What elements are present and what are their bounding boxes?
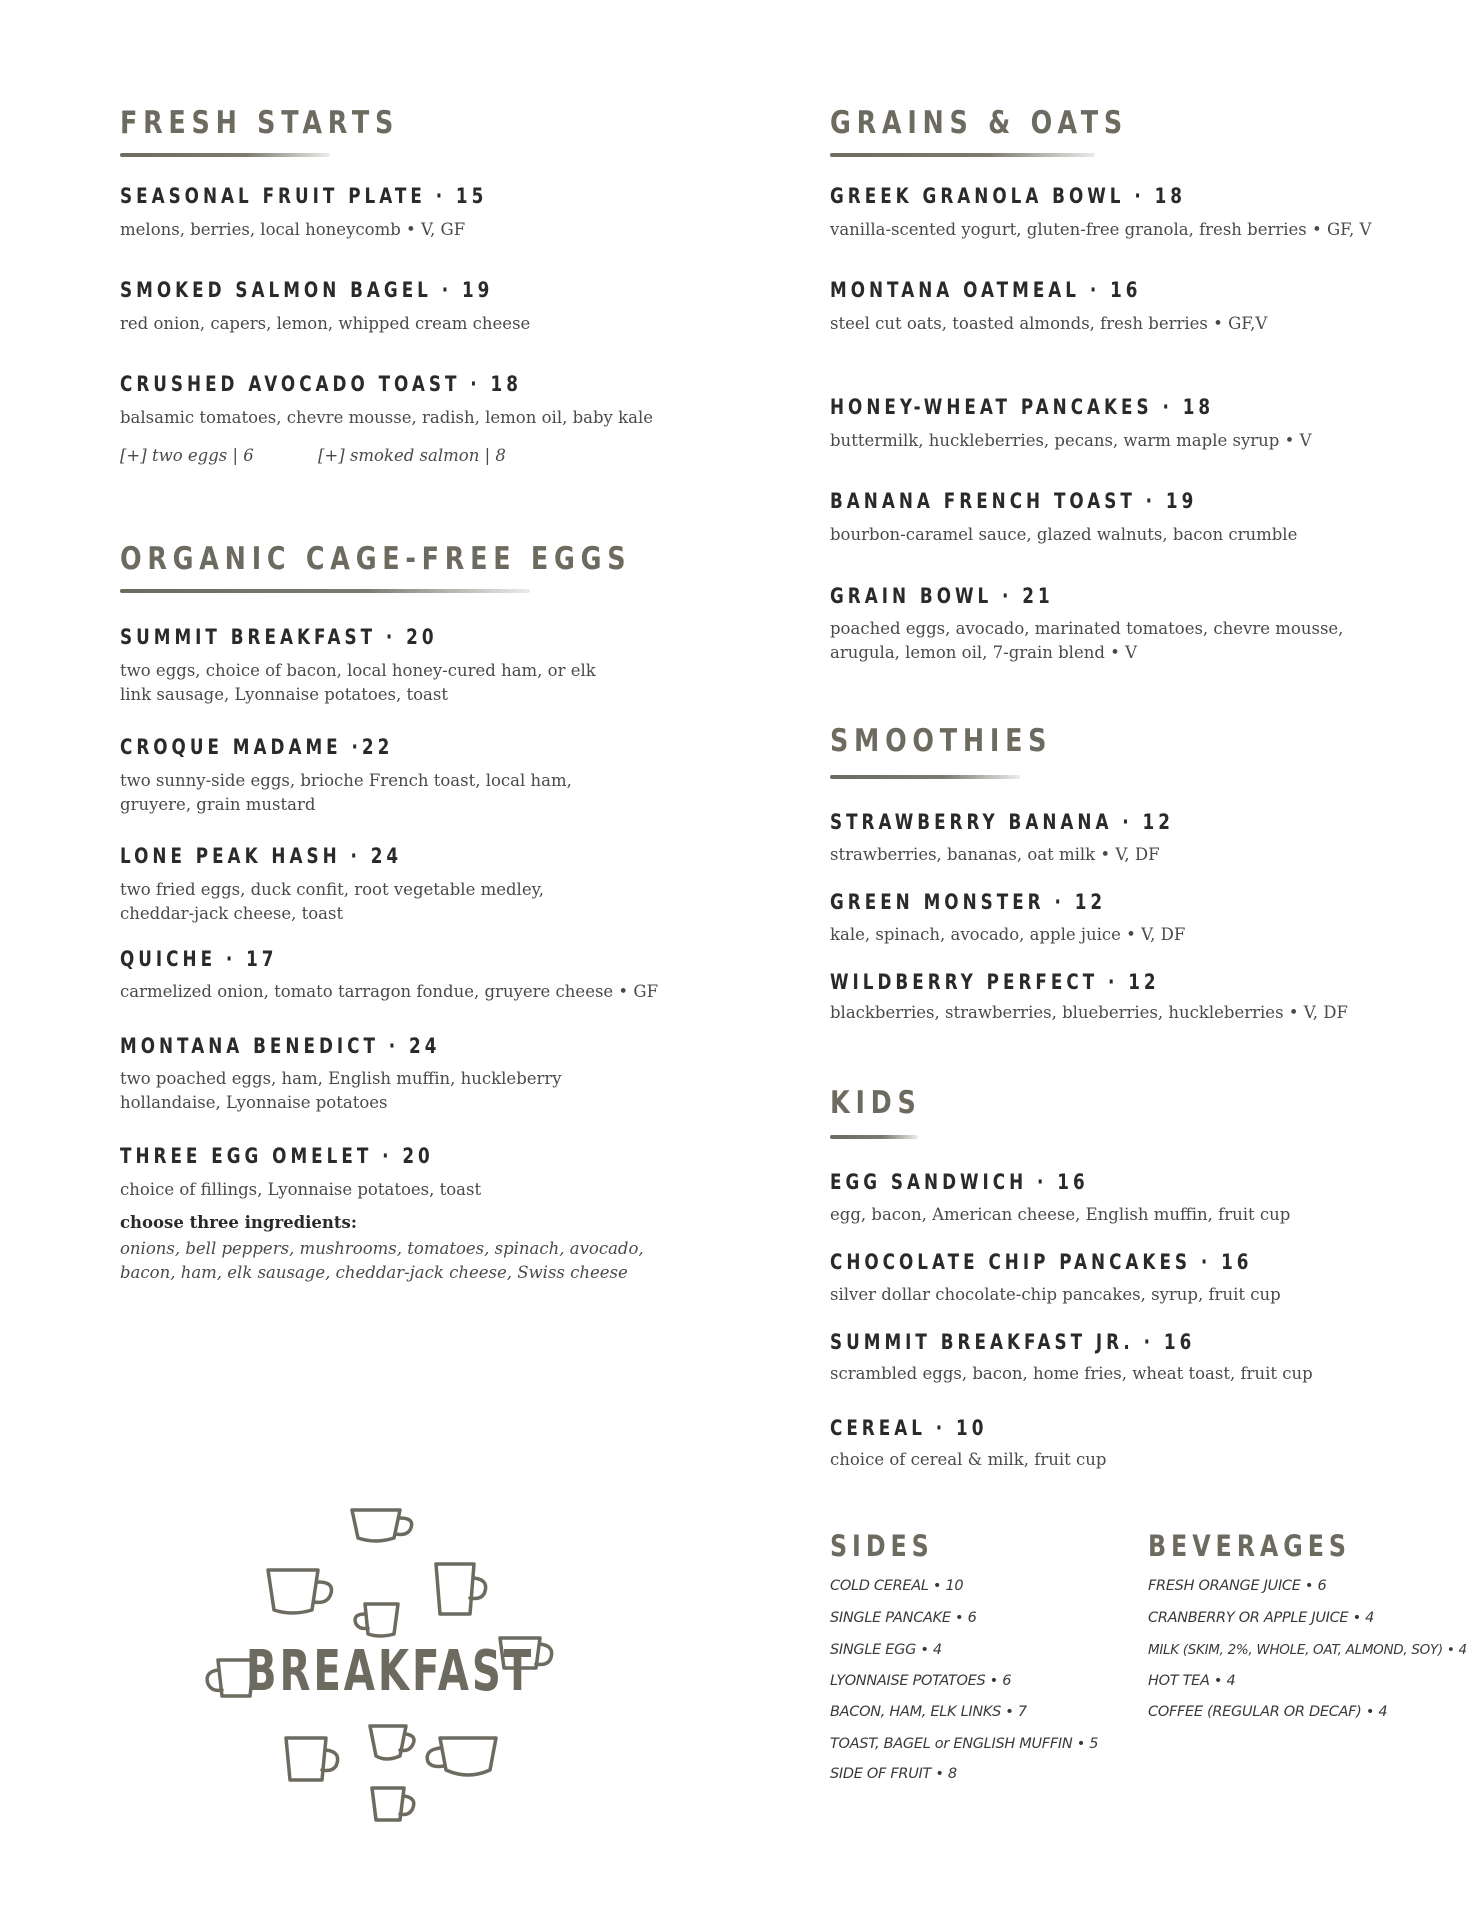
- beverage-item: CRANBERRY OR APPLE JUICE • 4: [1148, 1610, 1375, 1626]
- menu-item-desc: two eggs, choice of bacon, local honey-cured ham, or elk: [120, 661, 596, 680]
- menu-item-desc: link sausage, Lyonnaise potatoes, toast: [120, 685, 448, 704]
- menu-item-desc: egg, bacon, American cheese, English muffin, fruit cup: [830, 1205, 1291, 1224]
- menu-item-desc: red onion, capers, lemon, whipped cream cheese: [120, 314, 531, 333]
- menu-item-title: STRAWBERRY BANANA · 12: [830, 810, 1174, 834]
- choose-ingredients-label: choose three ingredients:: [120, 1213, 357, 1232]
- menu-item-title: SMOKED SALMON BAGEL · 19: [120, 278, 494, 302]
- menu-item-desc: kale, spinach, avocado, apple juice • V, DF: [830, 925, 1186, 944]
- beverage-item: MILK (SKIM, 2%, WHOLE, OAT, ALMOND, SOY) • 4: [1148, 1642, 1467, 1658]
- menu-item-desc: balsamic tomatoes, chevre mousse, radish, lemon oil, baby kale: [120, 408, 653, 427]
- menu-item-desc: two fried eggs, duck confit, root vegetable medley,: [120, 880, 544, 899]
- grains-underline: [830, 153, 1095, 157]
- fresh-starts-underline: [120, 153, 330, 157]
- kids-heading: KIDS: [830, 1085, 922, 1121]
- menu-item-desc: two poached eggs, ham, English muffin, huckleberry: [120, 1069, 562, 1088]
- sides-heading: SIDES: [830, 1529, 934, 1563]
- side-item: SINGLE PANCAKE • 6: [830, 1610, 977, 1626]
- menu-item-title: THREE EGG OMELET · 20: [120, 1144, 434, 1168]
- menu-item-desc: vanilla-scented yogurt, gluten-free granola, fresh berries • GF, V: [830, 220, 1372, 239]
- menu-item-title: GREEK GRANOLA BOWL · 18: [830, 184, 1186, 208]
- kids-underline: [830, 1135, 918, 1139]
- menu-item-desc: two sunny-side eggs, brioche French toast, local ham,: [120, 771, 572, 790]
- menu-item-title: BANANA FRENCH TOAST · 19: [830, 489, 1198, 513]
- menu-item-title: CRUSHED AVOCADO TOAST · 18: [120, 372, 522, 396]
- menu-item-title: HONEY-WHEAT PANCAKES · 18: [830, 395, 1215, 419]
- espresso-cup-icon: [355, 1604, 398, 1636]
- side-item: SIDE OF FRUIT • 8: [830, 1766, 957, 1782]
- side-item: LYONNAISE POTATOES • 6: [830, 1673, 1012, 1689]
- beverage-item: COFFEE (REGULAR OR DECAF) • 4: [1148, 1704, 1388, 1720]
- menu-item-title: EGG SANDWICH · 16: [830, 1170, 1089, 1194]
- menu-item-title: SEASONAL FRUIT PLATE · 15: [120, 184, 488, 208]
- beverage-item: HOT TEA • 4: [1148, 1673, 1236, 1689]
- side-item: SINGLE EGG • 4: [830, 1642, 942, 1658]
- menu-item-title: WILDBERRY PERFECT · 12: [830, 970, 1160, 994]
- menu-item-title: GRAIN BOWL · 21: [830, 584, 1054, 608]
- bowl-mug-icon: [427, 1738, 496, 1775]
- side-item: TOAST, BAGEL or ENGLISH MUFFIN • 5: [830, 1736, 1099, 1752]
- menu-item-desc: silver dollar chocolate-chip pancakes, syrup, fruit cup: [830, 1285, 1281, 1304]
- menu-item-title: CROQUE MADAME ·22: [120, 735, 394, 759]
- tall-mug-icon: [436, 1564, 486, 1614]
- menu-item-desc: hollandaise, Lyonnaise potatoes: [120, 1093, 388, 1112]
- menu-item-desc: buttermilk, huckleberries, pecans, warm maple syrup • V: [830, 431, 1312, 450]
- menu-item-desc: strawberries, bananas, oat milk • V, DF: [830, 845, 1160, 864]
- logo-wordmark: BREAKFAST: [245, 1638, 535, 1704]
- menu-item-title: QUICHE · 17: [120, 947, 278, 971]
- menu-item-desc: poached eggs, avocado, marinated tomatoes, chevre mousse,: [830, 619, 1344, 638]
- lower-left-mug-icon: [286, 1738, 338, 1780]
- menu-item-title: CHOCOLATE CHIP PANCAKES · 16: [830, 1250, 1253, 1274]
- menu-item-desc: carmelized onion, tomato tarragon fondue, gruyere cheese • GF: [120, 982, 659, 1001]
- menu-item-title: MONTANA BENEDICT · 24: [120, 1034, 441, 1058]
- menu-item-desc: gruyere, grain mustard: [120, 795, 316, 814]
- side-item: BACON, HAM, ELK LINKS • 7: [830, 1704, 1027, 1720]
- menu-item-title: GREEN MONSTER · 12: [830, 890, 1107, 914]
- menu-item-title: SUMMIT BREAKFAST JR. · 16: [830, 1330, 1196, 1354]
- menu-item-desc: melons, berries, local honeycomb • V, GF: [120, 220, 466, 239]
- smoothies-heading: SMOOTHIES: [830, 723, 1053, 759]
- bottom-mug-icon: [372, 1788, 414, 1820]
- eggs-underline: [120, 589, 530, 593]
- menu-item-desc: steel cut oats, toasted almonds, fresh berries • GF,V: [830, 314, 1268, 333]
- coffee-cup-icon: [352, 1510, 412, 1541]
- grains-heading: GRAINS & OATS: [830, 105, 1128, 141]
- menu-item-desc: arugula, lemon oil, 7-grain blend • V: [830, 643, 1138, 662]
- menu-item-title: LONE PEAK HASH · 24: [120, 844, 403, 868]
- menu-item-desc: choice of fillings, Lyonnaise potatoes, toast: [120, 1180, 482, 1199]
- beverages-heading: BEVERAGES: [1148, 1529, 1351, 1563]
- menu-item-desc: scrambled eggs, bacon, home fries, wheat toast, fruit cup: [830, 1364, 1313, 1383]
- lower-cup-icon: [370, 1726, 414, 1759]
- menu-item-desc: blackberries, strawberries, blueberries, huckleberries • V, DF: [830, 1003, 1348, 1022]
- coffee-mug-icon: [268, 1570, 332, 1613]
- menu-item-title: MONTANA OATMEAL · 16: [830, 278, 1142, 302]
- menu-item-desc: cheddar-jack cheese, toast: [120, 904, 344, 923]
- menu-item-desc: bourbon-caramel sauce, glazed walnuts, bacon crumble: [830, 525, 1298, 544]
- breakfast-logo: [200, 1490, 580, 1830]
- addon-smoked-salmon: [+] smoked salmon | 8: [318, 446, 506, 465]
- addon-two-eggs: [+] two eggs | 6: [120, 446, 254, 465]
- fresh-starts-heading: FRESH STARTS: [120, 105, 400, 141]
- beverage-item: FRESH ORANGE JUICE • 6: [1148, 1578, 1327, 1594]
- smoothies-underline: [830, 775, 1020, 779]
- menu-item-title: CEREAL · 10: [830, 1416, 988, 1440]
- eggs-heading: ORGANIC CAGE-FREE EGGS: [120, 541, 632, 577]
- menu-item-desc: choice of cereal & milk, fruit cup: [830, 1450, 1107, 1469]
- menu-item-title: SUMMIT BREAKFAST · 20: [120, 625, 438, 649]
- ingredients-list: bacon, ham, elk sausage, cheddar-jack cheese, Swiss cheese: [120, 1263, 628, 1282]
- ingredients-list: onions, bell peppers, mushrooms, tomatoes, spinach, avocado,: [120, 1239, 644, 1258]
- side-item: COLD CEREAL • 10: [830, 1578, 964, 1594]
